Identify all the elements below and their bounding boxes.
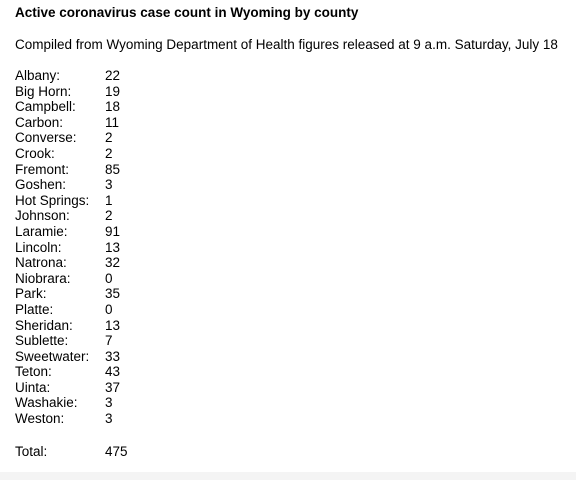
total-label: Total: — [15, 444, 48, 459]
county-count: 13 — [105, 317, 121, 333]
county-count: 32 — [105, 255, 121, 271]
county-count: 37 — [105, 379, 121, 395]
county-name: Laramie: — [15, 223, 68, 239]
county-count: 18 — [105, 99, 121, 115]
county-count: 2 — [105, 208, 113, 224]
county-count: 85 — [105, 161, 121, 177]
county-name: Washakie: — [15, 395, 78, 411]
county-name: Converse: — [15, 130, 77, 146]
county-name: Uinta: — [15, 379, 51, 395]
county-count: 35 — [105, 286, 121, 302]
county-count: 2 — [105, 145, 113, 161]
county-count: 13 — [105, 239, 121, 255]
county-name: Lincoln: — [15, 239, 62, 255]
county-name: Park: — [15, 286, 47, 302]
county-count: 3 — [105, 177, 113, 193]
county-name: Sweetwater: — [15, 348, 90, 364]
county-name: Carbon: — [15, 114, 64, 130]
county-name: Albany: — [15, 68, 61, 83]
county-name: Goshen: — [15, 177, 67, 193]
total-value: 475 — [105, 444, 128, 459]
county-name: Fremont: — [15, 161, 70, 177]
county-count: 1 — [105, 192, 113, 208]
county-count: 0 — [105, 270, 113, 286]
county-count: 3 — [105, 395, 113, 411]
county-name: Teton: — [15, 364, 52, 380]
county-name: Platte: — [15, 301, 54, 317]
county-name: Big Horn: — [15, 83, 72, 99]
county-name: Campbell: — [15, 99, 76, 115]
county-count: 33 — [105, 348, 121, 364]
total-row — [15, 444, 215, 460]
county-count: 3 — [105, 411, 113, 427]
document-title: Active coronavirus case count in Wyoming by county — [15, 5, 359, 20]
county-name: Crook: — [15, 145, 55, 161]
county-count: 11 — [105, 114, 120, 130]
county-name: Natrona: — [15, 255, 67, 271]
county-name: Johnson: — [15, 208, 70, 224]
county-count: 0 — [105, 301, 113, 317]
county-name: Weston: — [15, 411, 65, 427]
county-count: 91 — [105, 223, 121, 239]
county-count: 22 — [105, 68, 121, 83]
county-count: 2 — [105, 130, 113, 146]
county-name: Hot Springs: — [15, 192, 90, 208]
county-name: Sheridan: — [15, 317, 73, 333]
document-subtitle: Compiled from Wyoming Department of Health figures released at 9 a.m. Saturday, July 18 — [15, 37, 558, 52]
county-count: 7 — [105, 333, 113, 349]
county-name: Sublette: — [15, 333, 69, 349]
county-name: Niobrara: — [15, 270, 71, 286]
county-count: 43 — [105, 364, 121, 380]
county-count: 19 — [105, 83, 121, 99]
